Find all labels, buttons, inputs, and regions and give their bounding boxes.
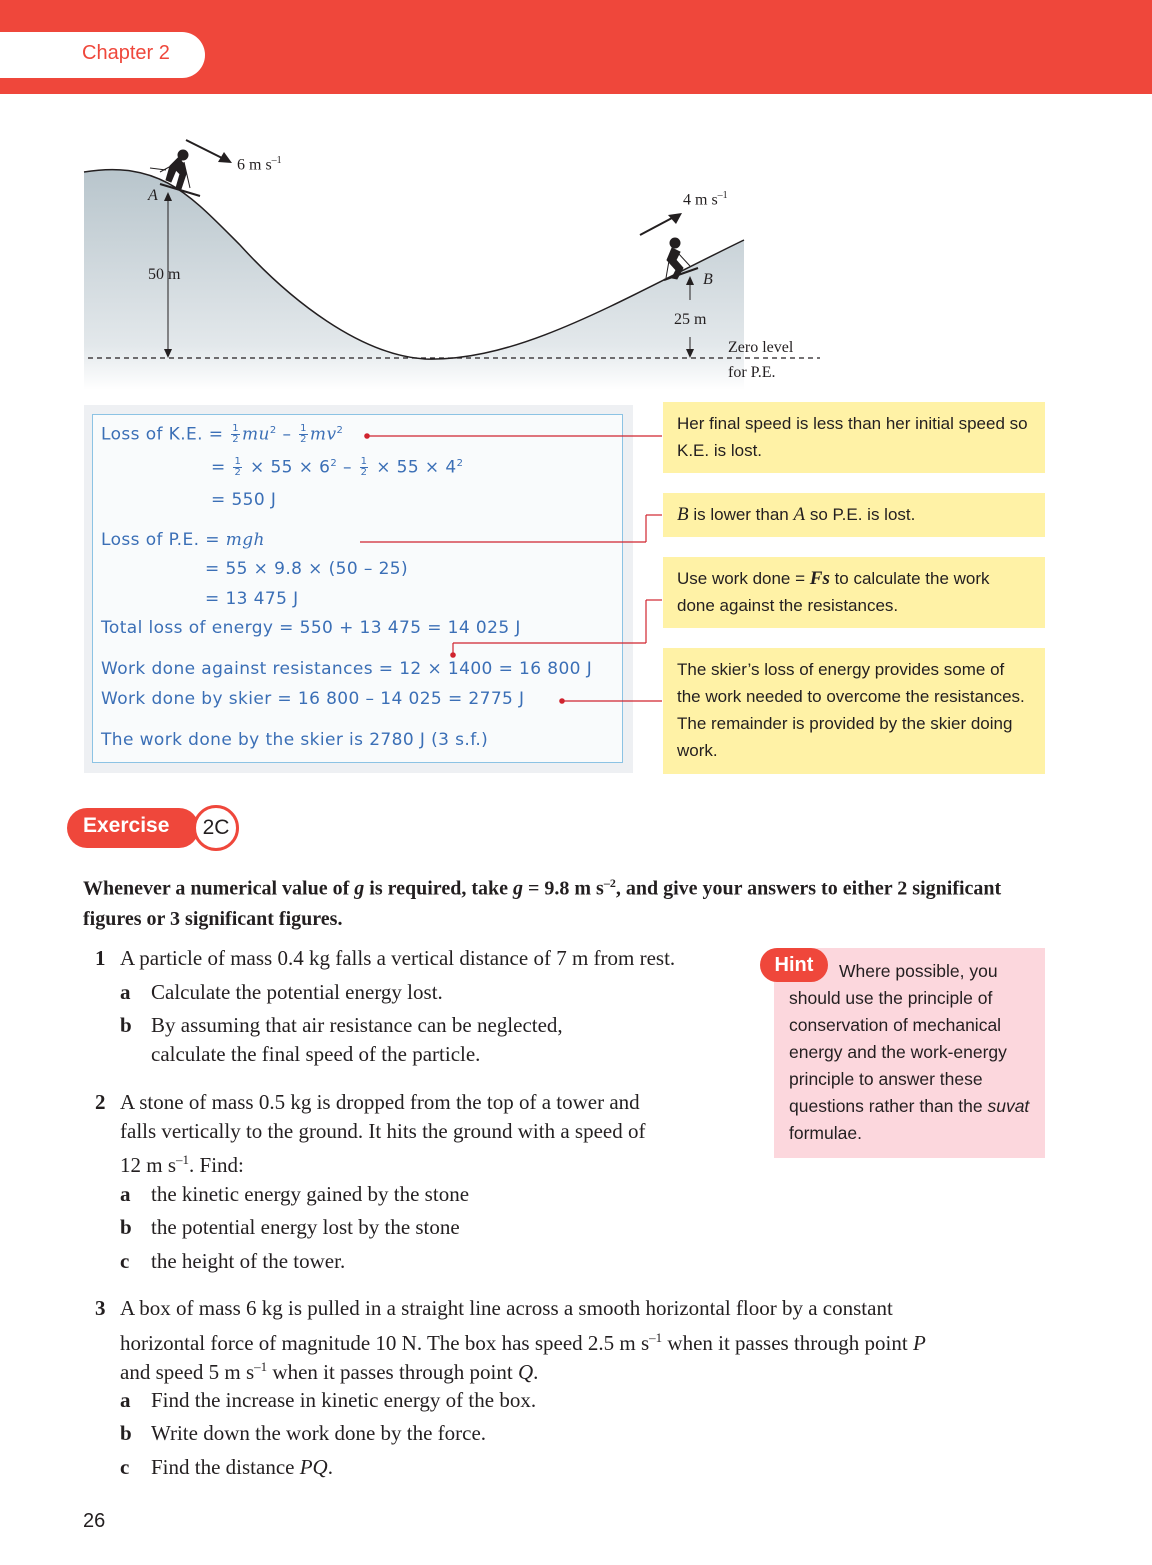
q3-l2-exp: –1 (649, 1330, 663, 1345)
ke-loss-prefix: Loss of K.E. = (101, 424, 230, 445)
mu-term: mu (242, 424, 270, 445)
question-number: 2 (95, 1090, 106, 1114)
question-text (120, 1352, 538, 1387)
square-exp: 2 (330, 457, 338, 469)
q2-speed: 12 m s (120, 1153, 177, 1177)
ke-loss-line (101, 424, 343, 445)
exercise-instructions (83, 868, 1063, 934)
part-label: c (120, 1455, 130, 1479)
q3-point-q: Q (517, 1360, 534, 1384)
frac-den: 2 (234, 467, 242, 478)
note-skier-work: The skier’s loss of energy provides some of the work needed to overcome the resistances. The remainder is provided by the skier doing work. (663, 648, 1045, 774)
exercise-label: Exercise (83, 814, 170, 837)
hint-label: Hint (760, 948, 828, 982)
part-text: the kinetic energy gained by the stone (151, 1182, 470, 1206)
minus-sign: – (337, 457, 358, 478)
q3-l2-pre: horizontal force of magnitude 10 N. The box has speed 2.5 m s (120, 1331, 650, 1355)
square-exp: 2 (269, 424, 277, 436)
point-a-label: A (148, 187, 158, 204)
part-text: the height of the tower. (151, 1249, 346, 1273)
hint-text-2: formulae. (789, 1123, 862, 1143)
part-text: the potential energy lost by the stone (151, 1215, 460, 1239)
part-label: b (120, 1215, 132, 1239)
part-label: a (120, 1182, 131, 1206)
instr-3: = 9.8 m s (522, 877, 604, 900)
frac-den: 2 (300, 434, 307, 445)
speed-a-value: 6 m s (237, 156, 272, 174)
q2-exp: –1 (176, 1152, 190, 1167)
note-pe-mid: is lower than (688, 505, 794, 524)
point-b-label: B (703, 271, 713, 288)
instr-4: , and give your answers to either 2 significant figures or 3 significant figures. (83, 877, 1002, 930)
height-b-label: 25 m (674, 311, 707, 328)
zero-level-label-1: Zero level (728, 339, 794, 356)
q3-c-pre: Find the distance (151, 1455, 300, 1479)
part-label: b (120, 1421, 132, 1445)
part-text: calculate the final speed of the particle. (151, 1042, 481, 1066)
speed-a-label (237, 155, 282, 174)
question-text: falls vertically to the ground. It hits the ground with a speed of (120, 1119, 646, 1143)
note-fs: Fs (809, 568, 830, 589)
frac-num: 1 (232, 423, 239, 434)
frac-den: 2 (232, 434, 239, 445)
q3-l2-mid: when it passes through point (662, 1331, 913, 1355)
q3-pq: PQ (299, 1455, 328, 1479)
part-text: Write down the work done by the force. (151, 1421, 487, 1445)
question-text: A stone of mass 0.5 kg is dropped from the top of a tower and (120, 1090, 640, 1114)
equals: = (211, 457, 232, 478)
part-label: b (120, 1013, 132, 1037)
minus-sign: – (276, 424, 298, 445)
hint-text (789, 958, 1039, 1147)
total-energy-loss: Total loss of energy = 550 + 13 475 = 14 025 J (101, 618, 521, 638)
instr-g: g (354, 877, 365, 900)
note-pe-lost (663, 493, 1045, 537)
hill-fill (84, 170, 744, 390)
instr-1: Whenever a numerical value of (83, 877, 355, 900)
q3-point-p: P (912, 1331, 926, 1355)
work-by-skier: Work done by skier = 16 800 – 14 025 = 2775 J (101, 689, 525, 709)
instr-exp: –2 (603, 876, 616, 890)
final-answer: The work done by the skier is 2780 J (3 s.f.) (101, 730, 489, 750)
exercise-number: 2C (193, 805, 239, 851)
hint-suvat: suvat (987, 1096, 1030, 1116)
note-work-pre: Use work done = (677, 569, 810, 588)
ski-slope-diagram (0, 100, 840, 400)
instr-2: is required, take (364, 877, 513, 900)
instr-g2: g (512, 877, 523, 900)
part-text (151, 1452, 333, 1482)
part-label: a (120, 980, 131, 1004)
note-ke-lost: Her final speed is less than her initial speed so K.E. is lost. (663, 402, 1045, 473)
question-number: 1 (95, 946, 106, 970)
note-pe-end: so P.E. is lost. (805, 505, 916, 524)
speed-b-exp: –1 (717, 190, 728, 201)
question-number: 3 (95, 1296, 106, 1320)
speed-a-exp: –1 (271, 155, 282, 166)
pe-loss-result: = 13 475 J (205, 589, 299, 609)
part-label: a (120, 1388, 131, 1412)
velocity-arrow-b (640, 218, 672, 235)
square-exp: 2 (456, 457, 464, 469)
velocity-arrow-a (186, 140, 222, 158)
part-label: c (120, 1249, 130, 1273)
zero-level-label-2: for P.E. (728, 364, 776, 381)
speed-b-value: 4 m s (683, 191, 718, 209)
chapter-label: Chapter 2 (82, 42, 170, 64)
note-b: B (677, 504, 689, 525)
q3-l3-pre: and speed 5 m s (120, 1360, 255, 1384)
ke-loss-result: = 550 J (211, 490, 277, 510)
ke-sub-1: × 55 × 6 (244, 457, 331, 478)
pe-loss-line (101, 530, 265, 550)
question-text: A particle of mass 0.4 kg falls a vertical distance of 7 m from rest. (120, 946, 676, 970)
square-exp: 2 (336, 424, 344, 436)
frac-num: 1 (300, 423, 307, 434)
note-a: A (793, 504, 806, 525)
part-text: Calculate the potential energy lost. (151, 980, 443, 1004)
note-connectors (360, 420, 670, 720)
work-against-resistances: Work done against resistances = 12 × 1400 = 16 800 J (101, 659, 593, 679)
pe-loss-prefix: Loss of P.E. = (101, 530, 226, 550)
pe-loss-substitution: = 55 × 9.8 × (50 – 25) (205, 559, 409, 579)
frac-den: 2 (360, 467, 368, 478)
frac-num: 1 (360, 456, 368, 467)
mv-term: mv (309, 424, 337, 445)
question-text (120, 1145, 244, 1180)
frac-num: 1 (234, 456, 242, 467)
part-text: Find the increase in kinetic energy of the box. (151, 1388, 537, 1412)
part-text: By assuming that air resistance can be neglected, (151, 1013, 563, 1037)
hint-text-1: Where possible, you should use the principle of conservation of mechanical energy and the work-energy principle to answer these questions rather than the (789, 961, 1007, 1116)
note-work-end: to calculate the work done against the resistances. (677, 569, 990, 615)
q3-l3-end: . (533, 1360, 539, 1384)
q2-find: . Find: (189, 1153, 244, 1177)
mgh-term: mgh (225, 530, 265, 550)
q3-l3-mid: when it passes through point (267, 1360, 518, 1384)
height-a-label: 50 m (148, 266, 181, 283)
ke-sub-2: × 55 × 4 (370, 457, 457, 478)
q3-l3-exp: –1 (254, 1359, 268, 1374)
note-work-done (663, 557, 1045, 628)
q3-c-end: . (327, 1455, 333, 1479)
speed-b-label (683, 190, 728, 209)
page-number: 26 (83, 1510, 106, 1532)
question-text: A box of mass 6 kg is pulled in a straight line across a smooth horizontal floor by a constant (120, 1296, 893, 1320)
